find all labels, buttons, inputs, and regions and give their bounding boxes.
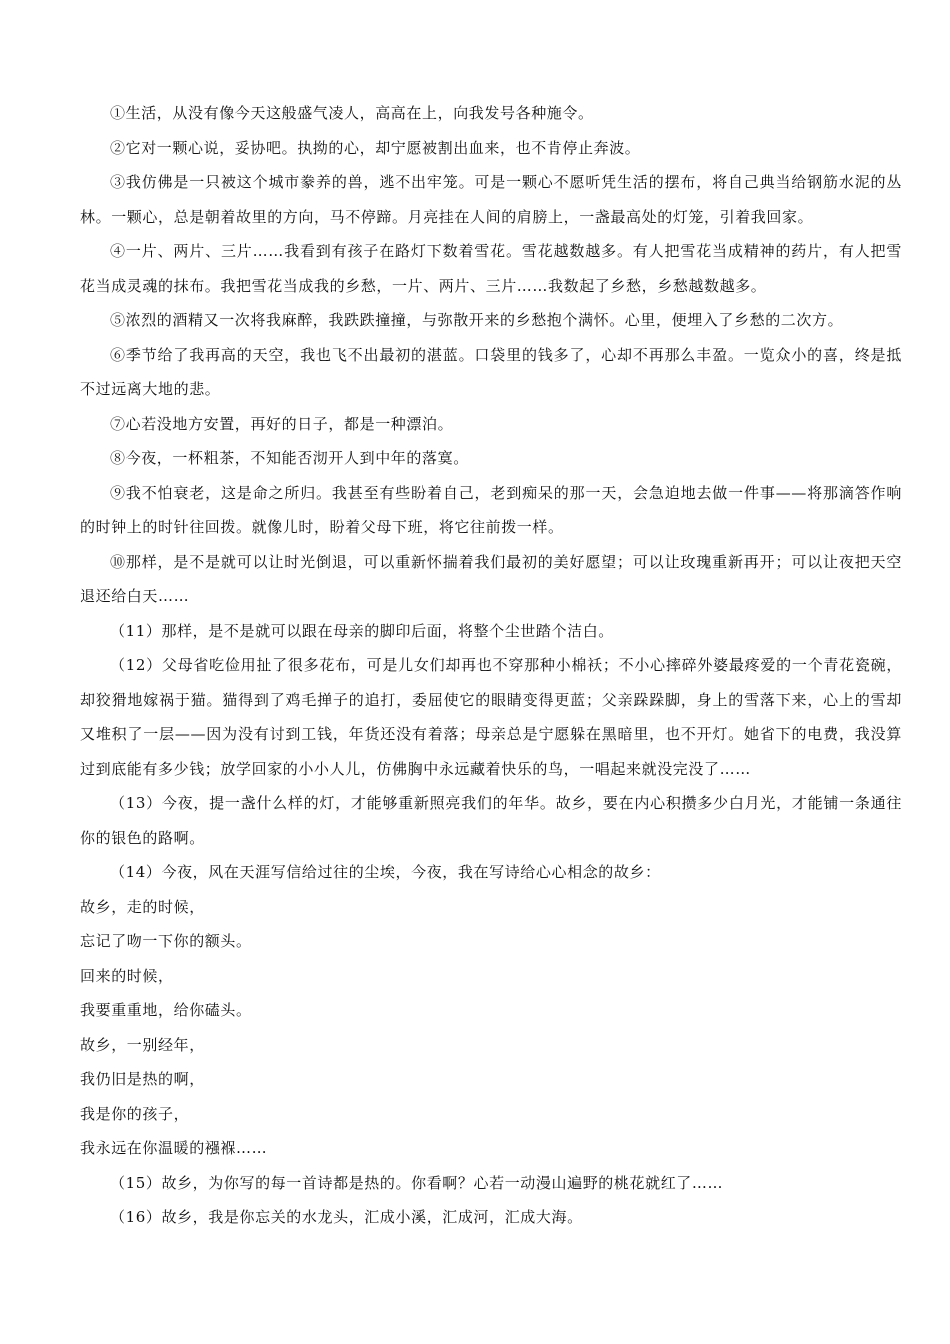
poem-line-3: 回来的时候， [80,966,174,985]
paragraph-7: ⑦心若没地方安置，再好的日子，都是一种漂泊。 [110,414,454,433]
paragraph-10: ⑩那样，是不是就可以让时光倒退，可以重新怀揣着我们最初的美好愿望；可以让玫瑰重新再开；可以让夜把天空退还给白天…… [80,552,902,605]
paragraph-5: ⑤浓烈的酒精又一次将我麻醉，我跌跌撞撞，与弥散开来的乡愁抱个满怀。心里，便埋入了乡愁的二次方。 [110,311,844,329]
paragraph-3: ③我仿佛是一只被这个城市豢养的兽，逃不出牢笼。可是一颗心不愿听凭生活的摆布，将自己典当给钢筋水泥的丛林。一颗心，总是朝着故里的方向，马不停蹄。月亮挂在人间的肩膀上，一盏最高处的灯笼，引着我回家。 [80,173,902,226]
poem-line-1: 故乡，走的时候， [80,897,205,916]
paragraph-9: ⑨我不怕衰老，这是命之所归。我甚至有些盼着自己，老到痴呆的那一天，会急迫地去做一件事——将那滴答作响的时钟上的时针往回拨。就像儿时，盼着父母下班，将它往前拨一样。 [80,483,902,536]
poem-line-6: 我仍旧是热的啊， [80,1070,205,1088]
poem-line-5: 故乡，一别经年， [80,1035,205,1054]
paragraph-6: ⑥季节给了我再高的天空，我也飞不出最初的湛蓝。口袋里的钱多了，心却不再那么丰盈。一览众小的喜，终是抵不过远离大地的悲。 [80,345,902,398]
poem-line-2: 忘记了吻一下你的额头。 [80,932,252,950]
paragraph-2: ②它对一颗心说，妥协吧。执拗的心，却宁愿被割出血来，也不肯停止奔波。 [110,138,641,157]
paragraph-13: （13）今夜，提一盏什么样的灯，才能够重新照亮我们的年华。故乡，要在内心积攒多少白月光，才能铺一条通往你的银色的路啊。 [80,794,902,847]
paragraph-15: （15）故乡，为你写的每一首诗都是热的。你看啊？心若一动漫山遍野的桃花就红了…… [110,1173,724,1192]
paragraph-1: ①生活，从没有像今天这般盛气凌人，高高在上，向我发号各种施令。 [110,104,594,122]
paragraph-16: （16）故乡，我是你忘关的水龙头，汇成小溪，汇成河，汇成大海。 [110,1208,583,1226]
paragraph-14: （14）今夜，风在天涯写信给过往的尘埃，今夜，我在写诗给心心相念的故乡： [110,863,661,881]
paragraph-11: （11）那样，是不是就可以跟在母亲的脚印后面，将整个尘世踏个洁白。 [110,621,614,640]
poem-line-7: 我是你的孩子， [80,1104,190,1123]
poem [80,890,902,1166]
poem-line-8: 我永远在你温暖的襁褓…… [80,1139,268,1157]
paragraph-4: ④一片、两片、三片……我看到有孩子在路灯下数着雪花。雪花越数越多。有人把雪花当成精神的药片，有人把雪花当成灵魂的抹布。我把雪花当成我的乡愁，一片、两片、三片……我数起了乡愁，乡愁越数越多。 [80,242,902,295]
poem-line-4: 我要重重地，给你磕头。 [80,1001,252,1019]
paragraph-8: ⑧今夜，一杯粗茶，不知能否沏开人到中年的落寞。 [110,449,469,467]
essay-page [80,96,902,1235]
paragraph-12: （12）父母省吃俭用扯了很多花布，可是儿女们却再也不穿那种小棉袄；不小心摔碎外婆最疼爱的一个青花瓷碗，却狡猾地嫁祸于猫。猫得到了鸡毛掸子的追打，委屈使它的眼睛变得更蓝；父亲跺跺脚，身上的雪落下来，心上的雪却又堆积了一层——因为没有讨到工钱，年货还没有着落；母亲总是宁愿躲在黑暗里，也不开灯。她省下的电费，我没算过到底能有多少钱；放学回家的小小人儿，仿佛胸中永远藏着快乐的鸟，一唱起来就没完没了…… [80,656,902,778]
